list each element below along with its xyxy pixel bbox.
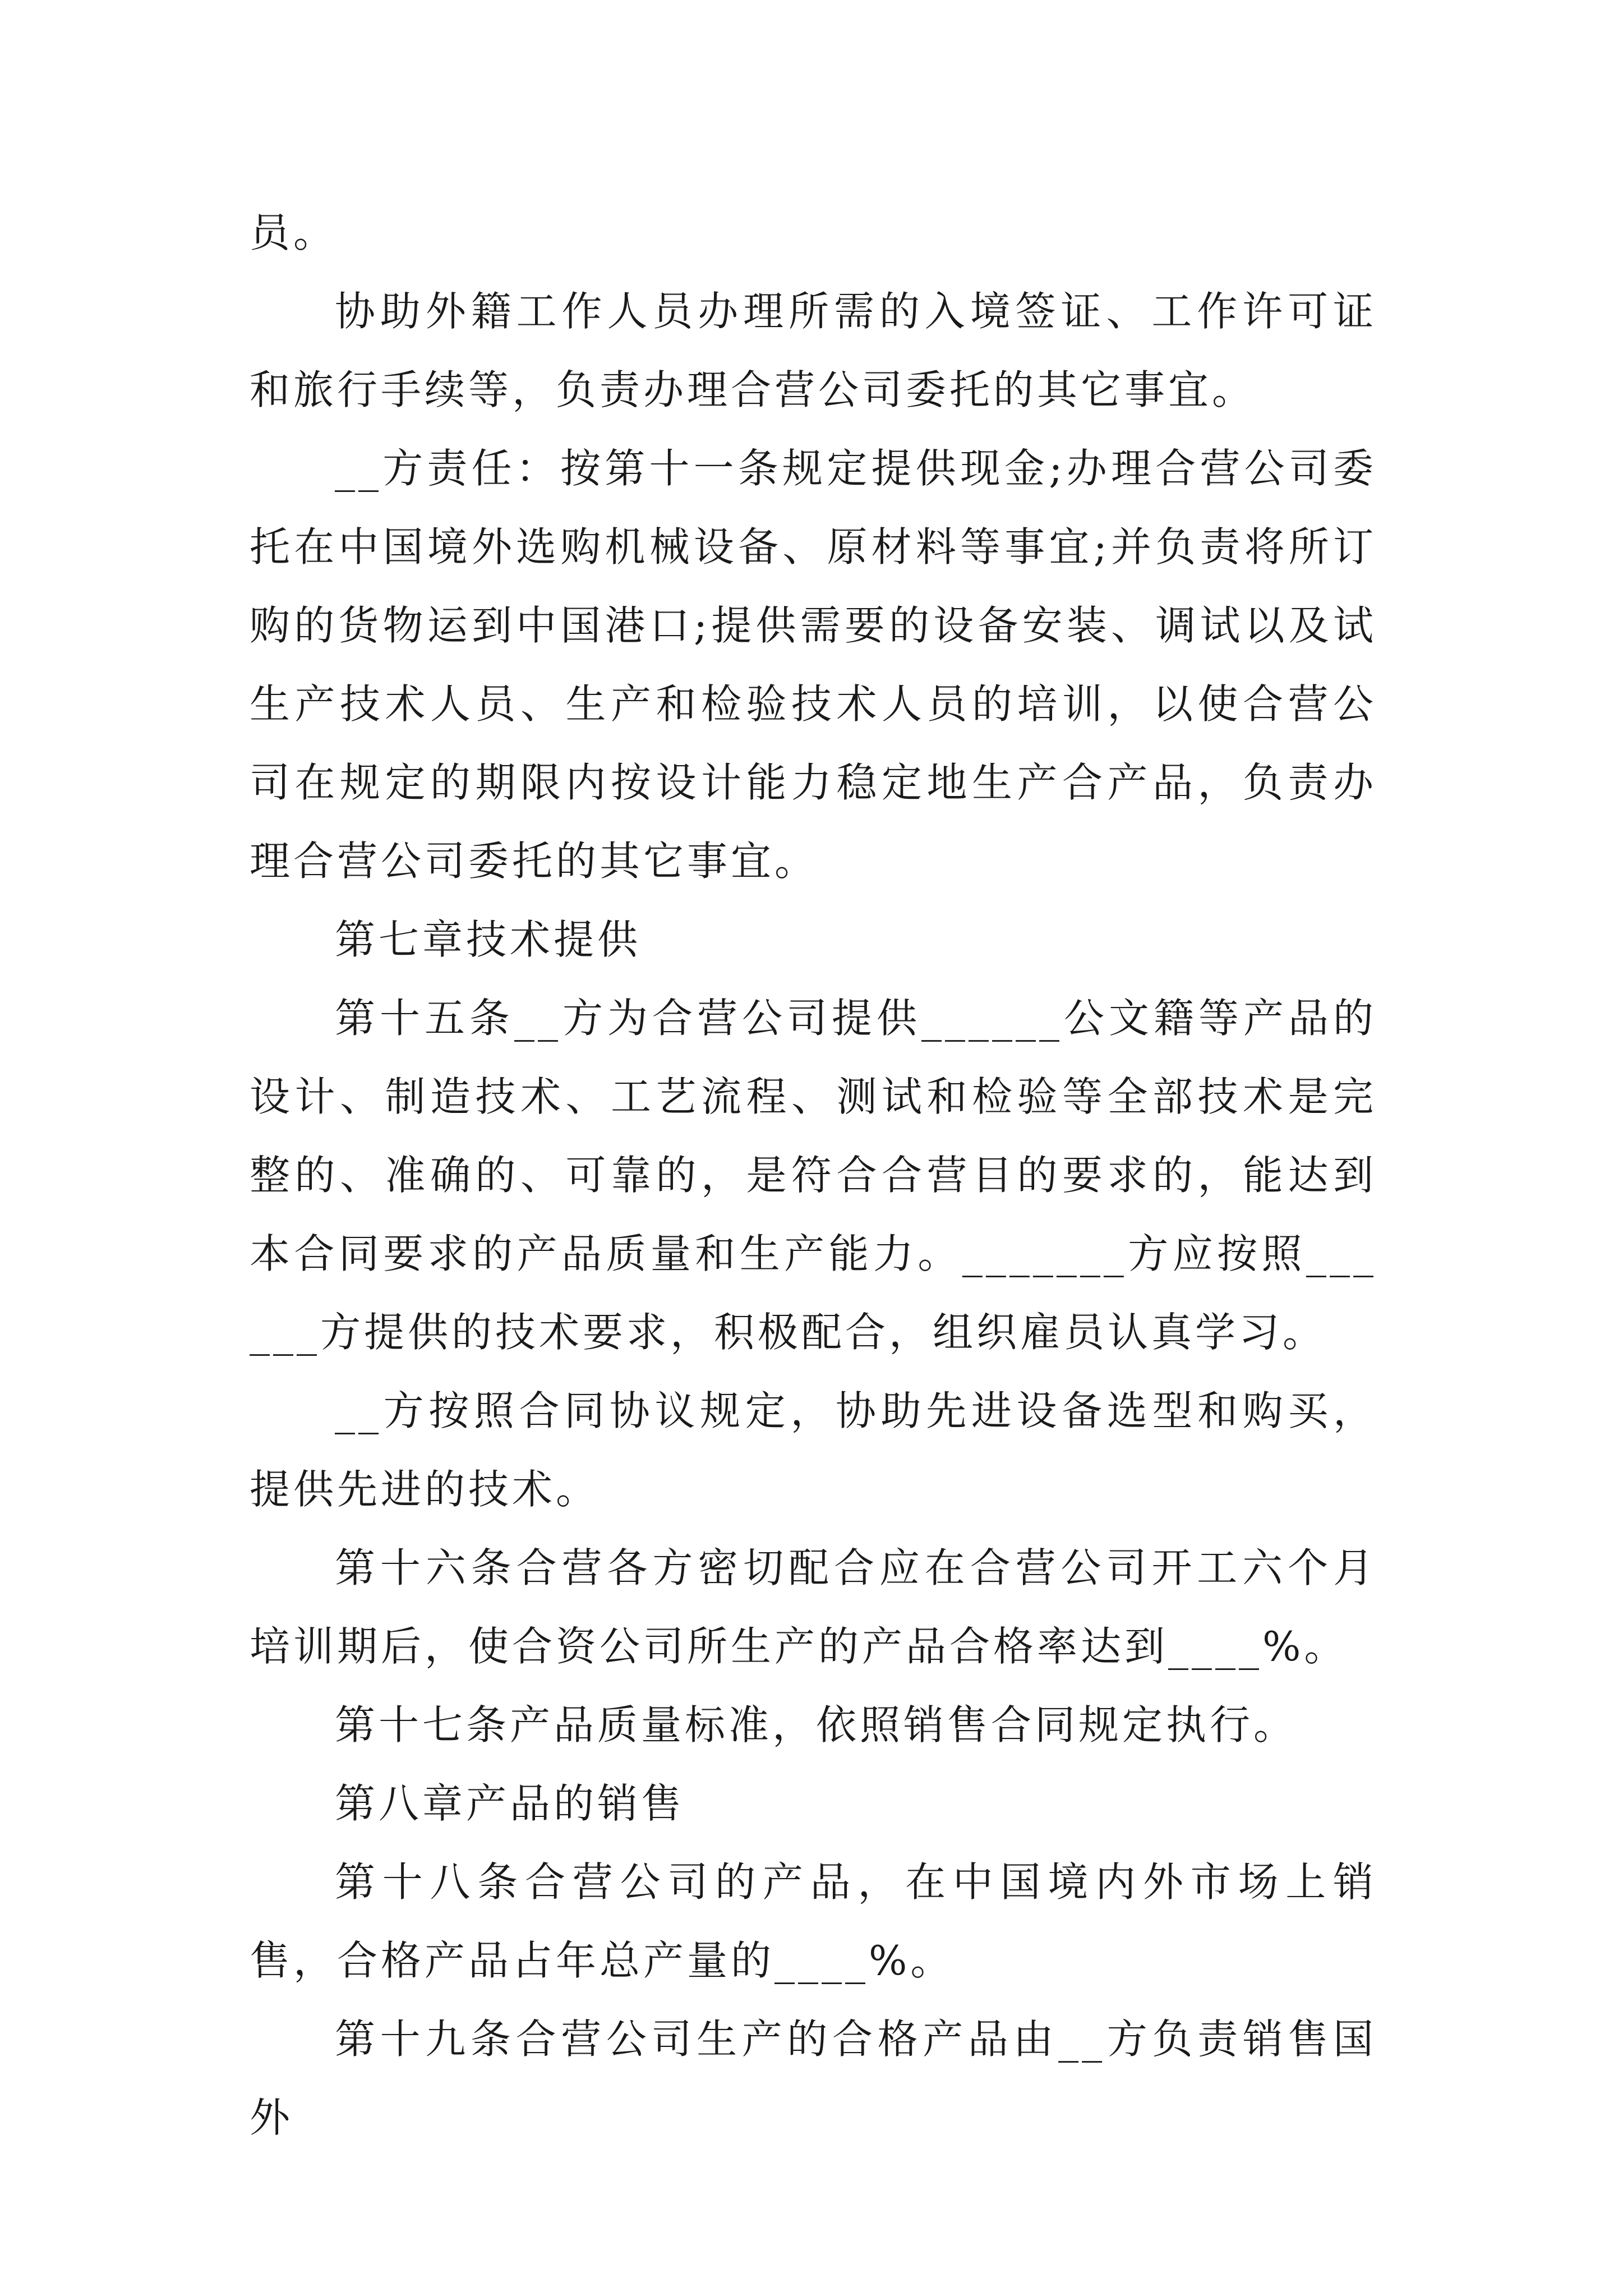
document-page bbox=[250, 194, 1377, 2157]
article-15: 第十五条__方为合营公司提供______公文籍等产品的设计、制造技术、工艺流程、测试和检验等全部技术是完整的、准确的、可靠的，是符合合营目的要求的，能达到本合同要求的产品质量和生产能力。_______方应按照______方提供的技术要求，积极配合，组织雇员认真学习。 bbox=[250, 995, 1377, 1356]
paragraph-0: 员。 bbox=[250, 209, 338, 256]
article-18: 第十八条合营公司的产品，在中国境内外市场上销售，合格产品占年总产量的____%。 bbox=[250, 1858, 1377, 1984]
paragraph-1: 协助外籍工作人员办理所需的入境签证、工作许可证和旅行手续等，负责办理合营公司委托的其它事宜。 bbox=[250, 288, 1377, 413]
chapter-7-heading: 第七章技术提供 bbox=[335, 916, 642, 963]
article-16: 第十六条合营各方密切配合应在合营公司开工六个月培训期后，使合资公司所生产的产品合格率达到____%。 bbox=[250, 1544, 1377, 1670]
article-17: 第十七条产品质量标准，依照销售合同规定执行。 bbox=[335, 1701, 1298, 1749]
chapter-8-heading: 第八章产品的销售 bbox=[335, 1780, 685, 1827]
paragraph-5: __方按照合同协议规定，协助先进设备选型和购买，提供先进的技术。 bbox=[250, 1387, 1377, 1513]
paragraph-2: __方责任：按第十一条规定提供现金;办理合营公司委托在中国境外选购机械设备、原材料等事宜;并负责将所订购的货物运到中国港口;提供需要的设备安装、调试以及试生产技术人员、生产和检验技术人员的培训，以使合营公司在规定的期限内按设计能力稳定地生产合产品，负责办理合营公司委托的其它事宜。 bbox=[250, 445, 1377, 885]
article-19: 第十九条合营公司生产的合格产品由__方负责销售国外 bbox=[250, 2016, 1377, 2141]
